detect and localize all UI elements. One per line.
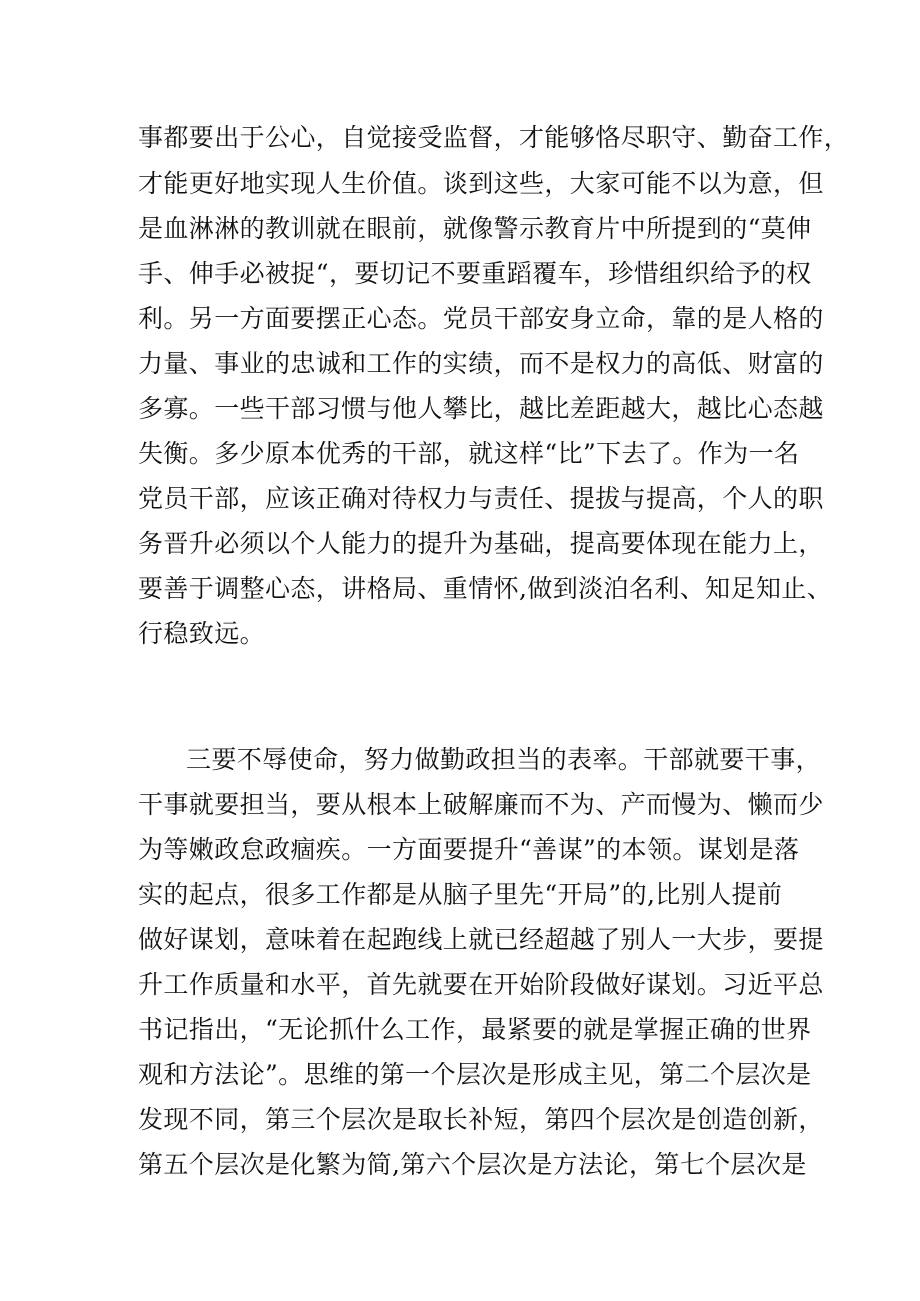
text-line: 实的起点，很多工作都是从脑子里先“开局”的,比别人提前 xyxy=(138,880,783,909)
text-line: 才能更好地实现人生价值。谈到这些，大家可能不以为意，但 xyxy=(138,169,824,198)
text-line: 多寡。一些干部习惯与他人攀比，越比差距越大，越比心态越 xyxy=(138,394,824,423)
text-line: 力量、事业的忠诚和工作的实绩，而不是权力的高低、财富的 xyxy=(138,349,824,378)
text-line: 手、伸手必被捉“，要切记不要重蹈覆车，珍惜组织给予的权 xyxy=(138,259,812,288)
text-line: 务晋升必须以个人能力的提升为基础，提高要体现在能力上， xyxy=(138,529,824,558)
text-line: 三要不辱使命，努力做勤政担当的表率。干部就要干事， xyxy=(186,745,822,774)
text-line: 书记指出，“无论抓什么工作，最紧要的就是掌握正确的世界 xyxy=(138,1015,812,1044)
text-line: 干事就要担当，要从根本上破解廉而不为、产而慢为、懒而少 xyxy=(138,790,824,819)
text-line: 为等嫩政怠政痼疾。一方面要提升“善谋”的本领。谋划是落 xyxy=(138,835,800,864)
text-line: 做好谋划，意味着在起跑线上就已经超越了别人一大步，要提 xyxy=(138,925,824,954)
text-line: 观和方法论”。思维的第一个层次是形成主见，第二个层次是 xyxy=(138,1060,812,1089)
text-line: 失衡。多少原本优秀的干部，就这样“比”下去了。作为一名 xyxy=(138,439,800,468)
text-line: 党员干部，应该正确对待权力与责任、提拔与提高，个人的职 xyxy=(138,484,824,513)
text-line: 第五个层次是化繁为简,第六个层次是方法论，第七个层次是 xyxy=(138,1150,807,1179)
text-line: 要善于调整心态，讲格局、重情怀,做到淡泊名利、知足知止、 xyxy=(138,574,833,603)
text-line: 利。另一方面要摆正心态。党员干部安身立命，靠的是人格的 xyxy=(138,304,824,333)
text-line: 发现不同，第三个层次是取长补短，第四个层次是创造创新， xyxy=(138,1105,824,1134)
text-line: 升工作质量和水平，首先就要在开始阶段做好谋划。习近平总 xyxy=(138,970,824,999)
text-line: 是血淋淋的教训就在眼前，就像警示教育片中所提到的“莫伸 xyxy=(138,214,812,243)
text-line: 行稳致远。 xyxy=(138,619,266,648)
text-line: 事都要出于公心，自觉接受监督，才能够恪尽职守、勤奋工作， xyxy=(138,123,850,152)
